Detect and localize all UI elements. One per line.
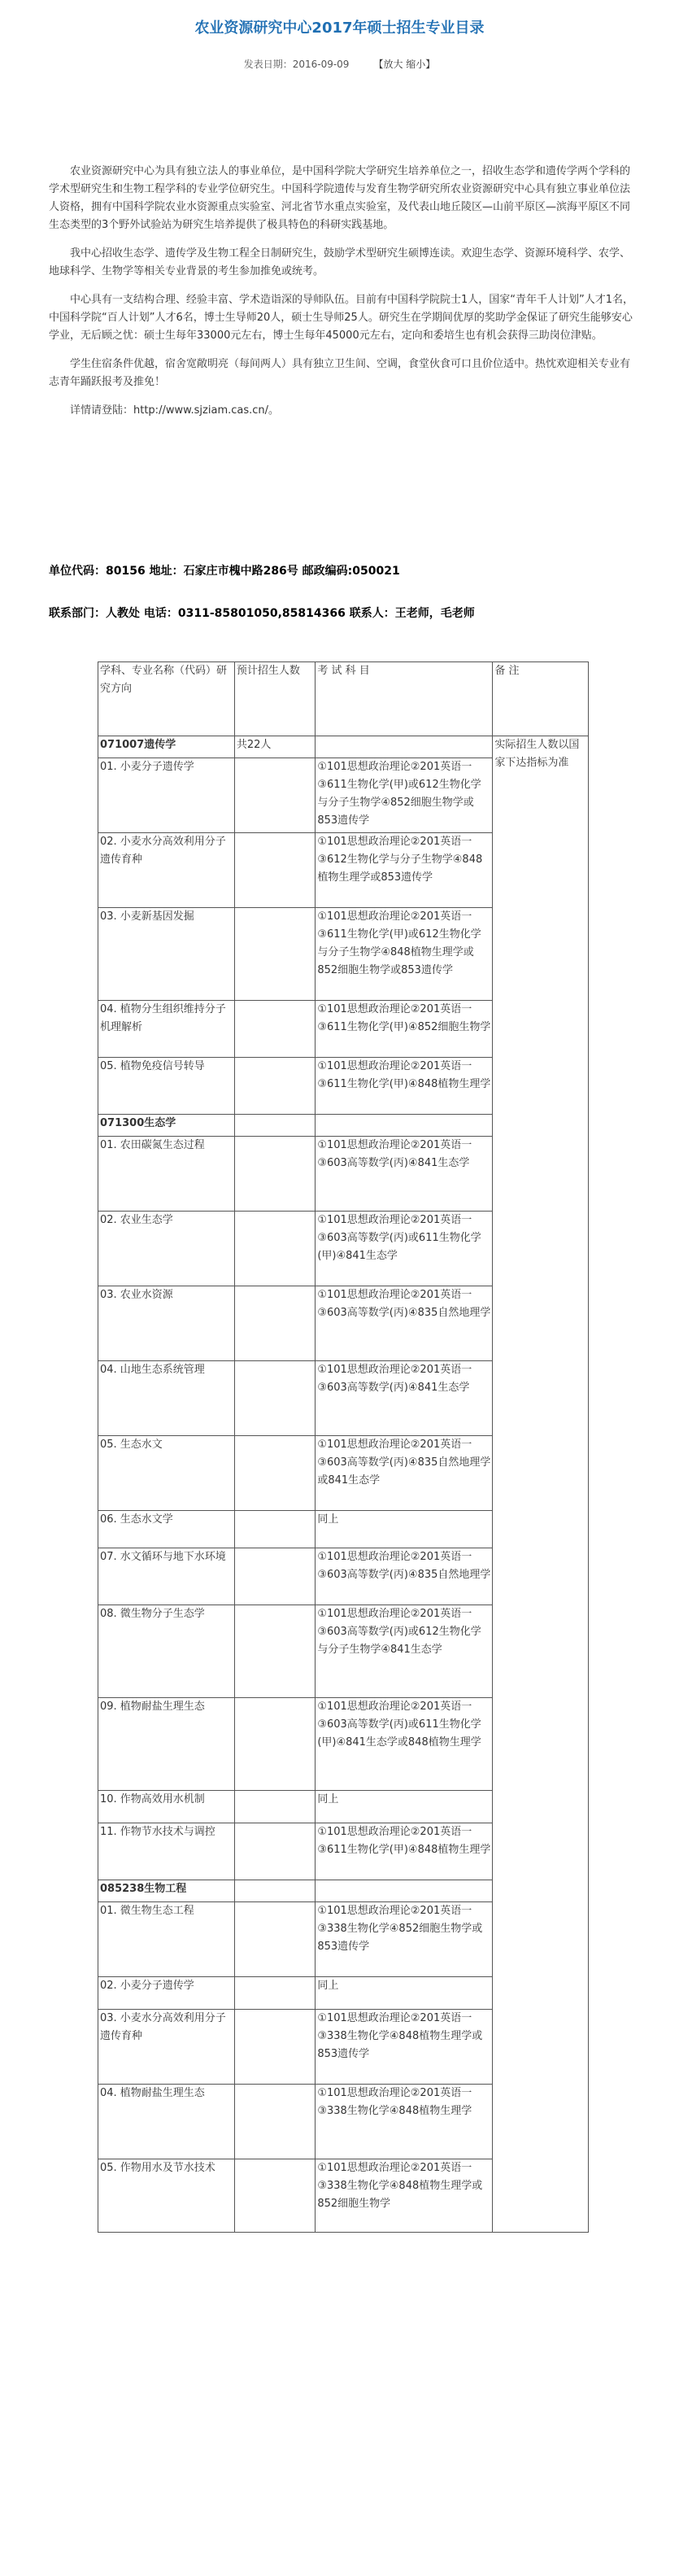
details-link[interactable]: 详情请登陆：http://www.sjziam.cas.cn/。: [70, 404, 280, 417]
enrollment-count: [234, 1823, 315, 1880]
enrollment-count: [234, 2159, 315, 2233]
research-direction: 03. 小麦水分高效利用分子遗传育种: [98, 2010, 235, 2085]
research-direction: 04. 植物分生组织维持分子机理解析: [98, 1001, 235, 1058]
research-direction: 02. 农业生态学: [98, 1212, 235, 1286]
enrollment-count: [234, 1902, 315, 1977]
table-header-row: [98, 662, 589, 736]
enrollment-count: [234, 1137, 315, 1212]
enrollment-count: [234, 1286, 315, 1361]
intro-paragraph: 中心具有一支结构合理、经验丰富、学术造诣深的导师队伍。目前有中国科学院院士1人，国家“青年千人计划”人才1名，中国科学院“百人计划”人才6名，博士生导师20人，硕士生导师25人。研究生在学期间优厚的奖助学金保证了研究生能够安心学业，无后顾之忧：硕士生每年33000元左右，博士生每年45000元左右，定向和委培生也有机会获得三助岗位津贴。: [49, 294, 634, 342]
exam-subjects: [316, 736, 493, 758]
category-name: 071300生态学: [98, 1115, 235, 1137]
exam-subjects: ①101思想政治理论②201英语一③612生物化学与分子生物学④848植物生理学或853遗传学: [316, 833, 493, 908]
enrollment-count: [234, 1115, 315, 1137]
enrollment-count: [234, 1791, 315, 1823]
unit-address-line: 单位代码：80156 地址：石家庄市槐中路286号 邮政编码:050021: [49, 565, 400, 578]
research-direction: 06. 生态水文学: [98, 1511, 235, 1548]
enrollment-count: [234, 1605, 315, 1698]
exam-subjects: ①101思想政治理论②201英语一③338生物化学④848植物生理学: [316, 2085, 493, 2159]
header-major: 学科、专业名称（代码）研究方向: [98, 662, 235, 736]
exam-subjects: ①101思想政治理论②201英语一③611生物化学(甲)④852细胞生物学: [316, 1001, 493, 1058]
enrollment-count: [234, 2085, 315, 2159]
exam-subjects: [316, 1115, 493, 1137]
enrollment-count: [234, 1977, 315, 2010]
table-category-row: [98, 736, 589, 758]
category-name: 085238生物工程: [98, 1880, 235, 1902]
exam-subjects: ①101思想政治理论②201英语一③611生物化学(甲)④848植物生理学: [316, 1058, 493, 1115]
research-direction: 05. 生态水文: [98, 1436, 235, 1511]
exam-subjects: ①101思想政治理论②201英语一③611生物化学(甲)或612生物化学与分子生物学④848植物生理学或852细胞生物学或853遗传学: [316, 908, 493, 1001]
exam-subjects: ①101思想政治理论②201英语一③611生物化学(甲)或612生物化学与分子生物学④852细胞生物学或853遗传学: [316, 758, 493, 833]
intro-text: [49, 163, 634, 430]
intro-paragraph: 学生住宿条件优越，宿舍宽敞明亮（每间两人）具有独立卫生间、空调，食堂伙食可口且价位适中。热忱欢迎相关专业有志青年踊跃报考及推免！: [49, 358, 631, 388]
contact-department-line: 联系部门：人教处 电话：0311-85801050,85814366 联系人：王老师，毛老师: [49, 607, 475, 620]
exam-subjects: ①101思想政治理论②201英语一③603高等数学(丙)或611生物化学(甲)④841生态学: [316, 1212, 493, 1286]
research-direction: 02. 小麦水分高效利用分子遗传育种: [98, 833, 235, 908]
enrollment-count: [234, 1548, 315, 1605]
enrollment-count: [234, 1698, 315, 1791]
enrollment-count: [234, 1212, 315, 1286]
exam-subjects: ①101思想政治理论②201英语一③603高等数学(丙)或612生物化学与分子生物学④841生态学: [316, 1605, 493, 1698]
exam-subjects: [316, 1880, 493, 1902]
contact-info: [49, 561, 634, 623]
exam-subjects: ①101思想政治理论②201英语一③338生物化学④852细胞生物学或853遗传学: [316, 1902, 493, 1977]
research-direction: 11. 作物节水技术与调控: [98, 1823, 235, 1880]
research-direction: 04. 山地生态系统管理: [98, 1361, 235, 1436]
enrollment-count: 共22人: [234, 736, 315, 758]
research-direction: 01. 小麦分子遗传学: [98, 758, 235, 833]
enrollment-count: [234, 1058, 315, 1115]
category-name: 071007遗传学: [98, 736, 235, 758]
enrollment-catalog-table: [98, 661, 589, 2233]
enrollment-count: [234, 1361, 315, 1436]
research-direction: 03. 小麦新基因发掘: [98, 908, 235, 1001]
research-direction: 07. 水文循环与地下水环境: [98, 1548, 235, 1605]
font-zoom-controls[interactable]: 【放大 缩小】: [373, 59, 436, 70]
enrollment-count: [234, 758, 315, 833]
intro-paragraph: 我中心招收生态学、遗传学及生物工程全日制研究生，鼓励学术型研究生硕博连读。欢迎生态学、资源环境科学、农学、地球科学、生物学等相关专业背景的考生参加推免或统考。: [49, 247, 631, 277]
exam-subjects: ①101思想政治理论②201英语一③603高等数学(丙)④841生态学: [316, 1361, 493, 1436]
remark: 实际招生人数以国家下达指标为准: [493, 736, 589, 2233]
enrollment-count: [234, 1436, 315, 1511]
research-direction: 01. 农田碳氮生态过程: [98, 1137, 235, 1212]
publish-date: 发表日期：2016-09-09: [243, 59, 350, 70]
intro-paragraph: 农业资源研究中心为具有独立法人的事业单位，是中国科学院大学研究生培养单位之一，招收生态学和遗传学两个学科的学术型研究生和生物工程学科的专业学位研究生。中国科学院遗传与发育生物学研究所农业资源研究中心具有独立事业单位法人资格，拥有中国科学院农业水资源重点实验室、河北省节水重点实验室，及代表山地丘陵区—山前平原区—滨海平原区不同生态类型的3个野外试验站为研究生培养提供了极具特色的科研实践基地。: [49, 165, 631, 231]
research-direction: 04. 植物耐盐生理生态: [98, 2085, 235, 2159]
enrollment-count: [234, 833, 315, 908]
research-direction: 02. 小麦分子遗传学: [98, 1977, 235, 2010]
enrollment-count: [234, 1880, 315, 1902]
header-exam: 考 试 科 目: [316, 662, 493, 736]
page-title: 农业资源研究中心2017年硕士招生专业目录: [194, 20, 485, 37]
research-direction: 09. 植物耐盐生理生态: [98, 1698, 235, 1791]
exam-subjects: ①101思想政治理论②201英语一③603高等数学(丙)④835自然地理学或841生态学: [316, 1436, 493, 1511]
exam-subjects: 同上: [316, 1791, 493, 1823]
exam-subjects: 同上: [316, 1511, 493, 1548]
enrollment-count: [234, 1001, 315, 1058]
exam-subjects: ①101思想政治理论②201英语一③338生物化学④848植物生理学或853遗传学: [316, 2010, 493, 2085]
enrollment-count: [234, 908, 315, 1001]
exam-subjects: ①101思想政治理论②201英语一③603高等数学(丙)④835自然地理学: [316, 1548, 493, 1605]
research-direction: 03. 农业水资源: [98, 1286, 235, 1361]
enrollment-count: [234, 2010, 315, 2085]
research-direction: 01. 微生物生态工程: [98, 1902, 235, 1977]
exam-subjects: ①101思想政治理论②201英语一③611生物化学(甲)④848植物生理学: [316, 1823, 493, 1880]
exam-subjects: ①101思想政治理论②201英语一③603高等数学(丙)④841生态学: [316, 1137, 493, 1212]
research-direction: 05. 作物用水及节水技术: [98, 2159, 235, 2233]
research-direction: 10. 作物高效用水机制: [98, 1791, 235, 1823]
exam-subjects: ①101思想政治理论②201英语一③338生物化学④848植物生理学或852细胞生物学: [316, 2159, 493, 2233]
research-direction: 08. 微生物分子生态学: [98, 1605, 235, 1698]
enrollment-count: [234, 1511, 315, 1548]
exam-subjects: ①101思想政治理论②201英语一③603高等数学(丙)或611生物化学(甲)④841生态学或848植物生理学: [316, 1698, 493, 1791]
header-count: 预计招生人数: [234, 662, 315, 736]
header-note: 备 注: [493, 662, 589, 736]
exam-subjects: ①101思想政治理论②201英语一③603高等数学(丙)④835自然地理学: [316, 1286, 493, 1361]
article-meta: [0, 57, 679, 71]
exam-subjects: 同上: [316, 1977, 493, 2010]
research-direction: 05. 植物免疫信号转导: [98, 1058, 235, 1115]
